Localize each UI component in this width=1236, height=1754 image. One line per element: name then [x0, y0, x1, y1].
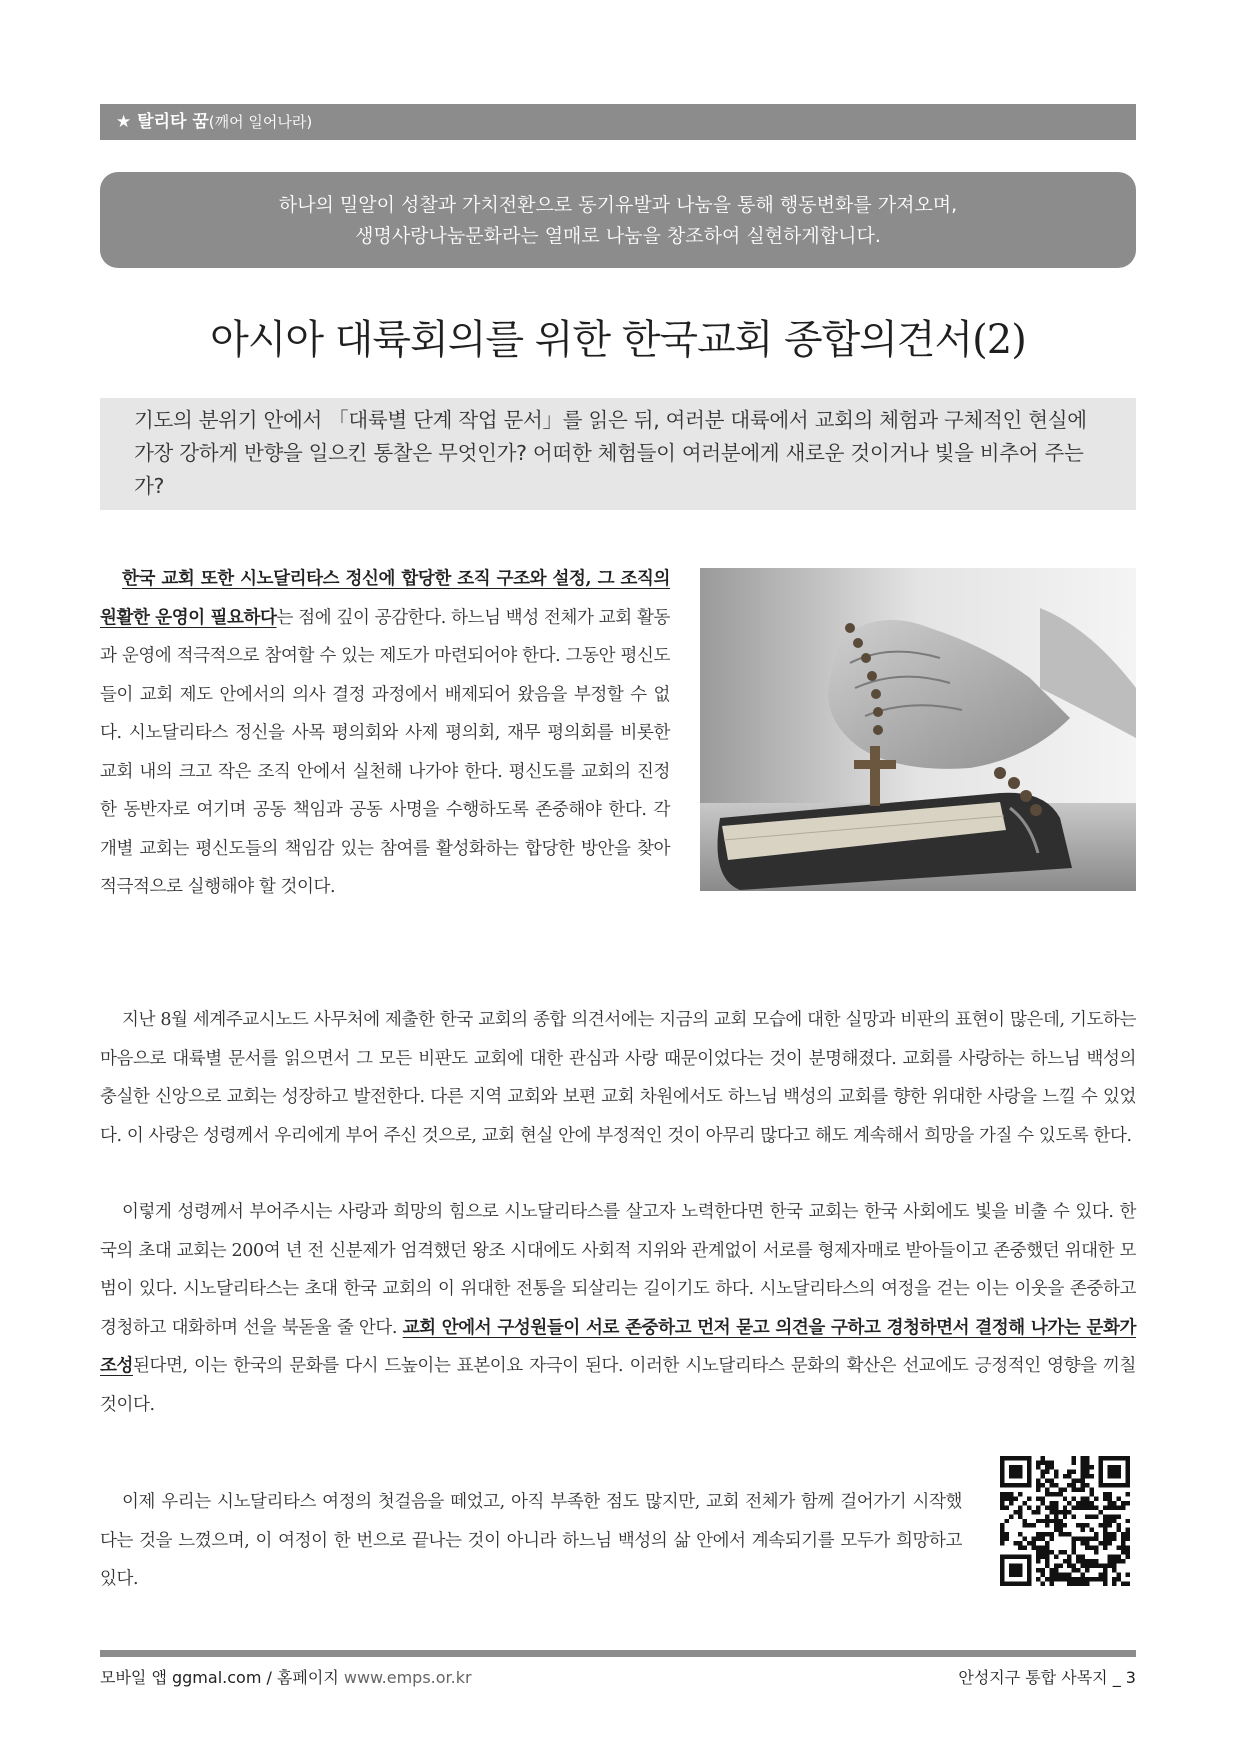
- paragraph-3-text-b: 된다면, 이는 한국의 문화를 다시 드높이는 표본이요 자극이 된다. 이러한 시노달리타스 문화의 확산은 선교에도 긍정적인 영향을 끼칠 것이다.: [100, 1356, 1136, 1415]
- banner-line-1: 하나의 밀알이 성찰과 가치전환으로 동기유발과 나눔을 통해 행동변화를 가져오며,: [278, 194, 958, 216]
- paragraph-4-text: 이제 우리는 시노달리타스 여정의 첫걸음을 떼었고, 아직 부족한 점도 많지만, 교회 전체가 함께 걸어가기 시작했다는 것을 느꼈으며, 이 여정이 한 번으로 끝나는 것이 아니라 하느님 백성의 삶 안에서 계속되기를 모두가 희망하고 있다.: [100, 1492, 962, 1589]
- emphasis-text-2: 교회 안에서 구성원들이 서로 존중하고 먼저 묻고 의견을 구하고 경청하면서 결정해 나가는 문화가 조성: [100, 1317, 1136, 1376]
- qr-code-icon[interactable]: [1000, 1456, 1130, 1586]
- banner-line-2: 생명사랑나눔문화라는 열매로 나눔을 창조하여 실현하게합니다.: [355, 225, 881, 247]
- emphasis-text-1: 한국 교회 또한 시노달리타스 정신에 합당한 조직 구조와 설정, 그 조직의 원활한 운영이 필요하다: [100, 569, 670, 628]
- intro-banner: [100, 172, 1136, 268]
- homepage-link[interactable]: www.emps.or.kr: [343, 1668, 472, 1687]
- footer-divider: [100, 1650, 1136, 1657]
- body-paragraph-1: [100, 560, 670, 907]
- paragraph-1-text: 는 점에 깊이 공감한다. 하느님 백성 전체가 교회 활동과 운영에 적극적으로 참여할 수 있는 제도가 마련되어야 한다. 그동안 평신도들이 교회 제도 안에서의 의사 결정 과정에서 배제되어 왔음을 부정할 수 없다. 시노달리타스 정신을 사목 평의회와 사제 평의회, 재무 평의회를 비롯한 교회 내의 크고 작은 조직 안에서 실천해 나가야 한다. 평신도를 교회의 진정한 동반자로 여기며 공동 책임과 공동 사명을 수행하도록 존중해야 한다. 각 개별 교회는 평신도들의 책임감 있는 참여를 활성화하는 합당한 방안을 찾아 적극적으로 실행해야 할 것이다.: [100, 607, 670, 897]
- section-label: ★ 탈리타 꿈: [116, 112, 209, 132]
- footer-label: 모바일 앱 ggmal.com / 홈페이지: [100, 1668, 344, 1687]
- section-header-bar: [100, 104, 1136, 140]
- praying-hands-photo: [700, 568, 1136, 891]
- paragraph-3-text-a: 이렇게 성령께서 부어주시는 사랑과 희망의 힘으로 시노달리타스를 살고자 노력한다면 한국 교회는 한국 사회에도 빛을 비출 수 있다. 한국의 초대 교회는 200여 년 전 신분제가 엄격했던 왕조 시대에도 사회적 지위와 관계없이 서로를 형제자매로 받아들이고 존중했던 위대한 모범이 있다. 시노달리타스는 초대 한국 교회의 이 위대한 전통을 되살리는 길이기도 하다. 시노달리타스의 여정을 걷는 이는 이웃을 존중하고 경청하고 대화하며 선을 북돋울 줄 안다.: [100, 1202, 1136, 1338]
- reflection-question-box: 기도의 분위기 안에서 「대륙별 단계 작업 문서」를 읽은 뒤, 여러분 대륙에서 교회의 체험과 구체적인 현실에 가장 강하게 반향을 일으킨 통찰은 무엇인가? 어떠한 체험들이 여러분에게 새로운 것이거나 빛을 비추어 주는가?: [100, 398, 1136, 510]
- body-paragraph-2: [100, 1001, 1136, 1155]
- section-sub-label: (깨어 일어나라): [208, 113, 313, 131]
- page-number-label: 안성지구 통합 사목지 _ 3: [958, 1668, 1136, 1687]
- footer-contact: [100, 1666, 472, 1690]
- paragraph-2-text: 지난 8월 세계주교시노드 사무처에 제출한 한국 교회의 종합 의견서에는 지금의 교회 모습에 대한 실망과 비판의 표현이 많은데, 기도하는 마음으로 대륙별 문서를 읽으면서 그 모든 비판도 교회에 대한 관심과 사랑 때문이었다는 것이 분명해졌다. 교회를 사랑하는 하느님 백성의 충실한 신앙으로 교회는 성장하고 발전한다. 다른 지역 교회와 보편 교회 차원에서도 하느님 백성의 교회를 향한 위대한 사랑을 느낄 수 있었다. 이 사랑은 성령께서 우리에게 부어 주신 것으로, 교회 현실 안에 부정적인 것이 아무리 많다고 해도 계속해서 희망을 가질 수 있도록 한다.: [100, 1010, 1136, 1146]
- body-paragraph-4: [100, 1483, 962, 1599]
- body-paragraph-3: [100, 1193, 1136, 1424]
- article-title: 아시아 대륙회의를 위한 한국교회 종합의견서(2): [210, 317, 1026, 363]
